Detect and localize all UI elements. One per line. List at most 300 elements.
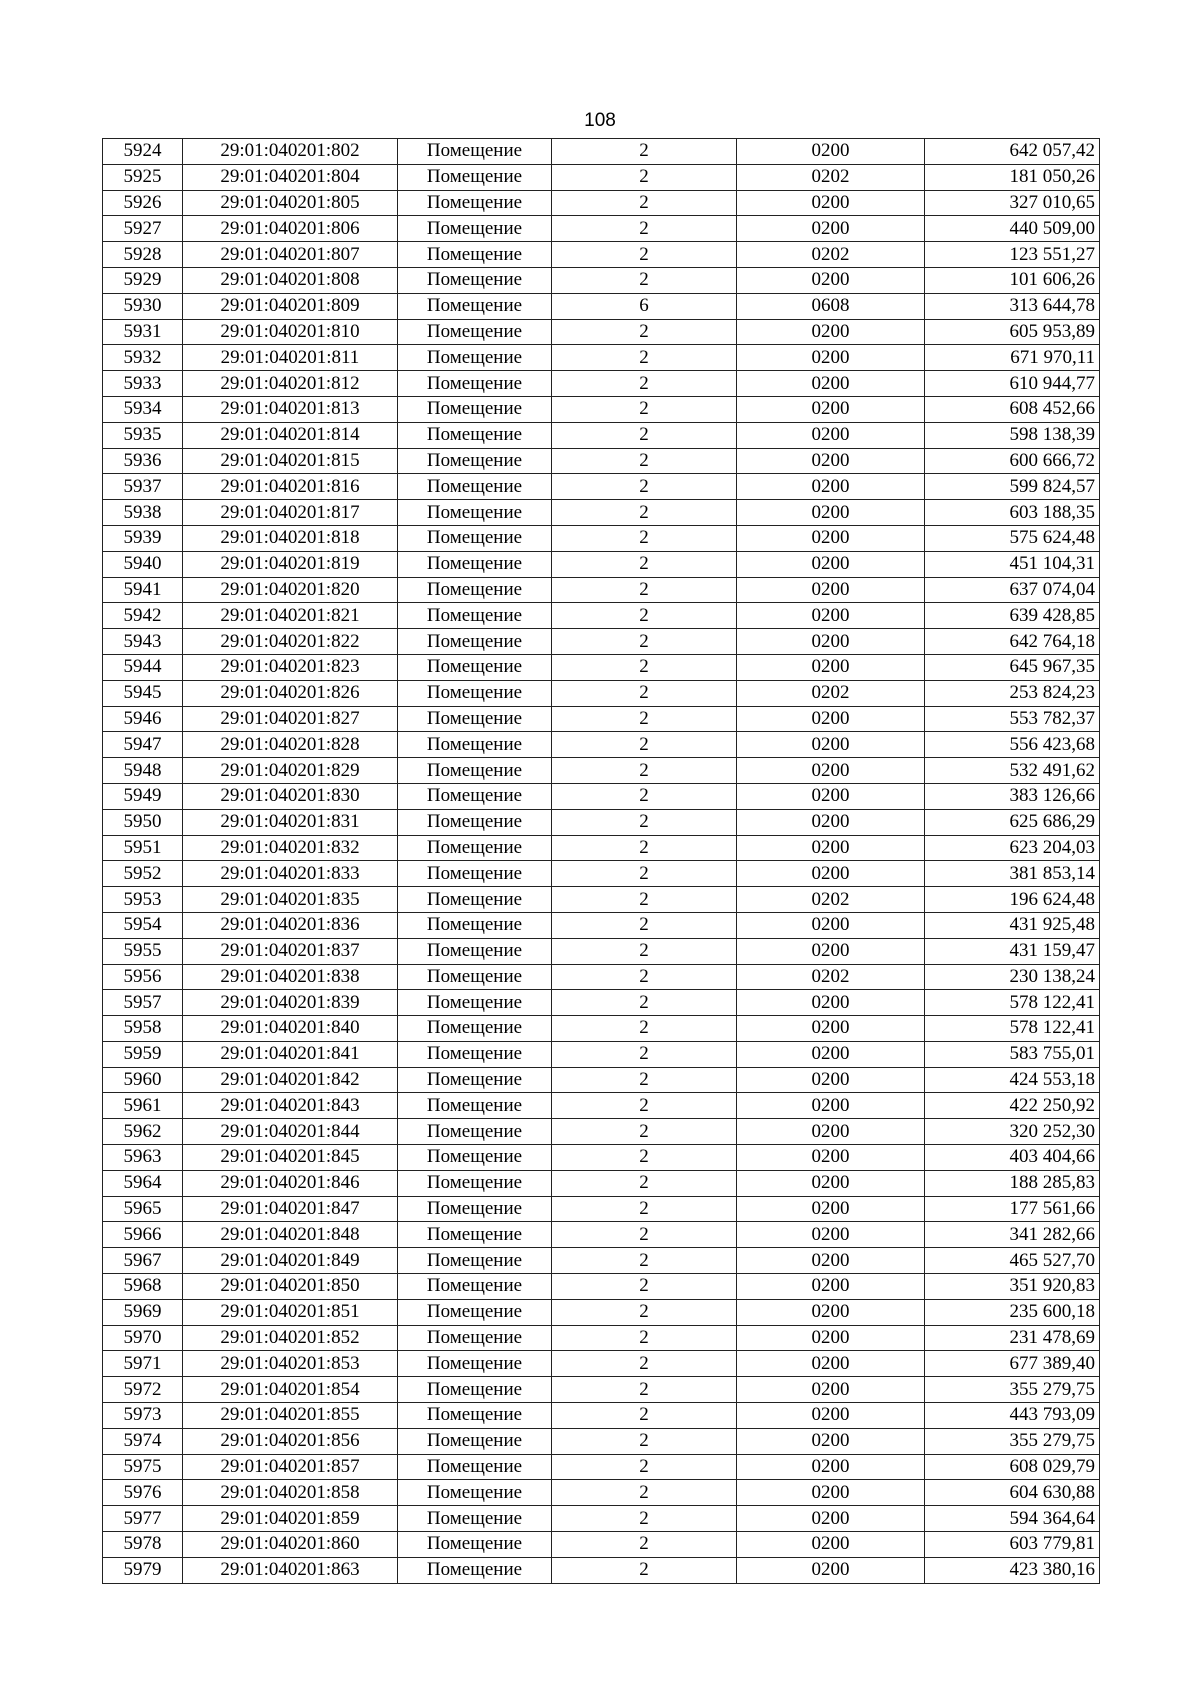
row-number-cell: 5946 [103, 706, 183, 732]
cadastral-value-cell: 610 944,77 [925, 371, 1100, 397]
code-cell: 0200 [737, 1248, 925, 1274]
row-number-cell: 5964 [103, 1170, 183, 1196]
code-cell: 0200 [737, 1454, 925, 1480]
table-row [103, 448, 1100, 474]
cadastral-number-cell: 29:01:040201:806 [183, 216, 398, 242]
row-number-cell: 5953 [103, 887, 183, 913]
group-cell: 6 [552, 293, 737, 319]
cadastral-value-cell: 553 782,37 [925, 706, 1100, 732]
cadastral-number-cell: 29:01:040201:853 [183, 1351, 398, 1377]
code-cell: 0202 [737, 242, 925, 268]
object-type-cell: Помещение [398, 1119, 552, 1145]
cadastral-value-cell: 383 126,66 [925, 783, 1100, 809]
group-cell: 2 [552, 629, 737, 655]
cadastral-number-cell: 29:01:040201:841 [183, 1041, 398, 1067]
row-number-cell: 5962 [103, 1119, 183, 1145]
table-row [103, 551, 1100, 577]
table-row [103, 809, 1100, 835]
object-type-cell: Помещение [398, 1428, 552, 1454]
row-number-cell: 5929 [103, 267, 183, 293]
object-type-cell: Помещение [398, 371, 552, 397]
cadastral-number-cell: 29:01:040201:854 [183, 1377, 398, 1403]
cadastral-value-cell: 443 793,09 [925, 1403, 1100, 1429]
table-row [103, 1325, 1100, 1351]
code-cell: 0200 [737, 706, 925, 732]
cadastral-value-cell: 603 779,81 [925, 1532, 1100, 1558]
cadastral-value-cell: 578 122,41 [925, 1016, 1100, 1042]
row-number-cell: 5934 [103, 396, 183, 422]
cadastral-number-cell: 29:01:040201:846 [183, 1170, 398, 1196]
code-cell: 0200 [737, 1557, 925, 1583]
table-row [103, 319, 1100, 345]
table-row [103, 1145, 1100, 1171]
object-type-cell: Помещение [398, 1557, 552, 1583]
group-cell: 2 [552, 371, 737, 397]
cadastral-number-cell: 29:01:040201:851 [183, 1299, 398, 1325]
group-cell: 2 [552, 577, 737, 603]
cadastral-number-cell: 29:01:040201:838 [183, 964, 398, 990]
group-cell: 2 [552, 242, 737, 268]
cadastral-number-cell: 29:01:040201:859 [183, 1506, 398, 1532]
code-cell: 0200 [737, 216, 925, 242]
group-cell: 2 [552, 887, 737, 913]
cadastral-number-cell: 29:01:040201:831 [183, 809, 398, 835]
code-cell: 0200 [737, 1222, 925, 1248]
object-type-cell: Помещение [398, 1041, 552, 1067]
code-cell: 0200 [737, 809, 925, 835]
cadastral-number-cell: 29:01:040201:833 [183, 861, 398, 887]
row-number-cell: 5942 [103, 603, 183, 629]
object-type-cell: Помещение [398, 732, 552, 758]
group-cell: 2 [552, 1274, 737, 1300]
cadastral-number-cell: 29:01:040201:855 [183, 1403, 398, 1429]
row-number-cell: 5959 [103, 1041, 183, 1067]
group-cell: 2 [552, 680, 737, 706]
cadastral-value-cell: 532 491,62 [925, 758, 1100, 784]
cadastral-value-cell: 599 824,57 [925, 474, 1100, 500]
group-cell: 2 [552, 758, 737, 784]
code-cell: 0200 [737, 783, 925, 809]
table-row [103, 1016, 1100, 1042]
cadastral-value-cell: 327 010,65 [925, 190, 1100, 216]
cadastral-number-cell: 29:01:040201:843 [183, 1093, 398, 1119]
row-number-cell: 5925 [103, 164, 183, 190]
table-row [103, 500, 1100, 526]
row-number-cell: 5978 [103, 1532, 183, 1558]
table-row [103, 164, 1100, 190]
cadastral-value-cell: 230 138,24 [925, 964, 1100, 990]
object-type-cell: Помещение [398, 319, 552, 345]
cadastral-value-cell: 603 188,35 [925, 500, 1100, 526]
row-number-cell: 5968 [103, 1274, 183, 1300]
cadastral-value-cell: 623 204,03 [925, 835, 1100, 861]
group-cell: 2 [552, 938, 737, 964]
cadastral-number-cell: 29:01:040201:845 [183, 1145, 398, 1171]
object-type-cell: Помещение [398, 1403, 552, 1429]
table-row [103, 242, 1100, 268]
code-cell: 0200 [737, 990, 925, 1016]
cadastral-number-cell: 29:01:040201:852 [183, 1325, 398, 1351]
cadastral-number-cell: 29:01:040201:820 [183, 577, 398, 603]
group-cell: 2 [552, 1067, 737, 1093]
cadastral-value-cell: 451 104,31 [925, 551, 1100, 577]
cadastral-value-cell: 575 624,48 [925, 525, 1100, 551]
table-row [103, 1506, 1100, 1532]
object-type-cell: Помещение [398, 293, 552, 319]
row-number-cell: 5954 [103, 912, 183, 938]
cadastral-value-cell: 123 551,27 [925, 242, 1100, 268]
object-type-cell: Помещение [398, 1093, 552, 1119]
group-cell: 2 [552, 912, 737, 938]
code-cell: 0200 [737, 1506, 925, 1532]
group-cell: 2 [552, 1557, 737, 1583]
code-cell: 0200 [737, 912, 925, 938]
cadastral-value-cell: 639 428,85 [925, 603, 1100, 629]
cadastral-number-cell: 29:01:040201:848 [183, 1222, 398, 1248]
cadastral-value-cell: 625 686,29 [925, 809, 1100, 835]
row-number-cell: 5955 [103, 938, 183, 964]
object-type-cell: Помещение [398, 1067, 552, 1093]
code-cell: 0200 [737, 422, 925, 448]
table-row [103, 1351, 1100, 1377]
row-number-cell: 5945 [103, 680, 183, 706]
row-number-cell: 5971 [103, 1351, 183, 1377]
cadastral-value-cell: 583 755,01 [925, 1041, 1100, 1067]
code-cell: 0200 [737, 448, 925, 474]
row-number-cell: 5960 [103, 1067, 183, 1093]
code-cell: 0202 [737, 164, 925, 190]
table-row [103, 577, 1100, 603]
object-type-cell: Помещение [398, 1325, 552, 1351]
group-cell: 2 [552, 1454, 737, 1480]
row-number-cell: 5930 [103, 293, 183, 319]
object-type-cell: Помещение [398, 345, 552, 371]
object-type-cell: Помещение [398, 1170, 552, 1196]
page-number: 108 [584, 110, 616, 131]
code-cell: 0200 [737, 1428, 925, 1454]
row-number-cell: 5939 [103, 525, 183, 551]
group-cell: 2 [552, 1119, 737, 1145]
object-type-cell: Помещение [398, 1222, 552, 1248]
group-cell: 2 [552, 396, 737, 422]
row-number-cell: 5935 [103, 422, 183, 448]
object-type-cell: Помещение [398, 758, 552, 784]
row-number-cell: 5970 [103, 1325, 183, 1351]
table-row [103, 887, 1100, 913]
cadastral-value-cell: 177 561,66 [925, 1196, 1100, 1222]
row-number-cell: 5957 [103, 990, 183, 1016]
row-number-cell: 5927 [103, 216, 183, 242]
row-number-cell: 5937 [103, 474, 183, 500]
group-cell: 2 [552, 345, 737, 371]
table-row [103, 680, 1100, 706]
cadastral-number-cell: 29:01:040201:858 [183, 1480, 398, 1506]
code-cell: 0200 [737, 1325, 925, 1351]
cadastral-number-cell: 29:01:040201:822 [183, 629, 398, 655]
cadastral-value-cell: 605 953,89 [925, 319, 1100, 345]
code-cell: 0202 [737, 964, 925, 990]
row-number-cell: 5966 [103, 1222, 183, 1248]
cadastral-value-cell: 608 452,66 [925, 396, 1100, 422]
cadastral-value-cell: 594 364,64 [925, 1506, 1100, 1532]
group-cell: 2 [552, 525, 737, 551]
table-row [103, 1274, 1100, 1300]
table-row [103, 525, 1100, 551]
group-cell: 2 [552, 422, 737, 448]
object-type-cell: Помещение [398, 1454, 552, 1480]
row-number-cell: 5974 [103, 1428, 183, 1454]
row-number-cell: 5926 [103, 190, 183, 216]
group-cell: 2 [552, 1377, 737, 1403]
cadastral-value-cell: 351 920,83 [925, 1274, 1100, 1300]
cadastral-number-cell: 29:01:040201:819 [183, 551, 398, 577]
cadastral-number-cell: 29:01:040201:830 [183, 783, 398, 809]
object-type-cell: Помещение [398, 629, 552, 655]
cadastral-value-cell: 431 159,47 [925, 938, 1100, 964]
table-row [103, 1532, 1100, 1558]
code-cell: 0200 [737, 577, 925, 603]
cadastral-number-cell: 29:01:040201:823 [183, 654, 398, 680]
cadastral-value-cell: 642 057,42 [925, 139, 1100, 165]
cadastral-number-cell: 29:01:040201:842 [183, 1067, 398, 1093]
table-row [103, 835, 1100, 861]
group-cell: 2 [552, 448, 737, 474]
table-row [103, 139, 1100, 165]
object-type-cell: Помещение [398, 603, 552, 629]
cadastral-number-cell: 29:01:040201:857 [183, 1454, 398, 1480]
row-number-cell: 5977 [103, 1506, 183, 1532]
table-row [103, 216, 1100, 242]
cadastral-value-cell: 600 666,72 [925, 448, 1100, 474]
row-number-cell: 5951 [103, 835, 183, 861]
cadastral-value-cell: 556 423,68 [925, 732, 1100, 758]
row-number-cell: 5932 [103, 345, 183, 371]
cadastral-number-cell: 29:01:040201:804 [183, 164, 398, 190]
cadastral-number-cell: 29:01:040201:827 [183, 706, 398, 732]
row-number-cell: 5944 [103, 654, 183, 680]
group-cell: 2 [552, 783, 737, 809]
group-cell: 2 [552, 1093, 737, 1119]
cadastral-number-cell: 29:01:040201:811 [183, 345, 398, 371]
object-type-cell: Помещение [398, 1480, 552, 1506]
object-type-cell: Помещение [398, 1196, 552, 1222]
row-number-cell: 5931 [103, 319, 183, 345]
code-cell: 0200 [737, 1145, 925, 1171]
table-row [103, 912, 1100, 938]
cadastral-value-cell: 431 925,48 [925, 912, 1100, 938]
object-type-cell: Помещение [398, 422, 552, 448]
object-type-cell: Помещение [398, 242, 552, 268]
table-row [103, 861, 1100, 887]
cadastral-number-cell: 29:01:040201:835 [183, 887, 398, 913]
row-number-cell: 5965 [103, 1196, 183, 1222]
cadastral-value-cell: 320 252,30 [925, 1119, 1100, 1145]
table-row [103, 783, 1100, 809]
row-number-cell: 5947 [103, 732, 183, 758]
group-cell: 2 [552, 1403, 737, 1429]
group-cell: 2 [552, 1428, 737, 1454]
row-number-cell: 5963 [103, 1145, 183, 1171]
table-row [103, 758, 1100, 784]
object-type-cell: Помещение [398, 1377, 552, 1403]
group-cell: 2 [552, 190, 737, 216]
table-row [103, 1454, 1100, 1480]
group-cell: 2 [552, 1170, 737, 1196]
row-number-cell: 5949 [103, 783, 183, 809]
group-cell: 2 [552, 654, 737, 680]
row-number-cell: 5969 [103, 1299, 183, 1325]
code-cell: 0200 [737, 1403, 925, 1429]
table-row [103, 1480, 1100, 1506]
group-cell: 2 [552, 861, 737, 887]
cadastral-value-cell: 196 624,48 [925, 887, 1100, 913]
cadastral-number-cell: 29:01:040201:836 [183, 912, 398, 938]
row-number-cell: 5938 [103, 500, 183, 526]
object-type-cell: Помещение [398, 654, 552, 680]
object-type-cell: Помещение [398, 551, 552, 577]
row-number-cell: 5958 [103, 1016, 183, 1042]
cadastral-number-cell: 29:01:040201:856 [183, 1428, 398, 1454]
cadastral-value-cell: 341 282,66 [925, 1222, 1100, 1248]
cadastral-number-cell: 29:01:040201:829 [183, 758, 398, 784]
table-row [103, 190, 1100, 216]
cadastral-number-cell: 29:01:040201:810 [183, 319, 398, 345]
group-cell: 2 [552, 551, 737, 577]
object-type-cell: Помещение [398, 1351, 552, 1377]
code-cell: 0200 [737, 1377, 925, 1403]
cadastral-number-cell: 29:01:040201:814 [183, 422, 398, 448]
code-cell: 0200 [737, 371, 925, 397]
table-row [103, 938, 1100, 964]
cadastral-value-cell: 231 478,69 [925, 1325, 1100, 1351]
code-cell: 0200 [737, 1274, 925, 1300]
cadastral-number-cell: 29:01:040201:826 [183, 680, 398, 706]
group-cell: 2 [552, 1480, 737, 1506]
code-cell: 0608 [737, 293, 925, 319]
table-row [103, 1222, 1100, 1248]
object-type-cell: Помещение [398, 809, 552, 835]
code-cell: 0200 [737, 319, 925, 345]
group-cell: 2 [552, 732, 737, 758]
object-type-cell: Помещение [398, 164, 552, 190]
table-row [103, 1196, 1100, 1222]
code-cell: 0200 [737, 1299, 925, 1325]
code-cell: 0202 [737, 680, 925, 706]
code-cell: 0200 [737, 190, 925, 216]
object-type-cell: Помещение [398, 861, 552, 887]
code-cell: 0200 [737, 551, 925, 577]
table-row [103, 1428, 1100, 1454]
group-cell: 2 [552, 474, 737, 500]
object-type-cell: Помещение [398, 887, 552, 913]
object-type-cell: Помещение [398, 216, 552, 242]
row-number-cell: 5943 [103, 629, 183, 655]
group-cell: 2 [552, 706, 737, 732]
row-number-cell: 5948 [103, 758, 183, 784]
cadastral-value-cell: 355 279,75 [925, 1377, 1100, 1403]
table-row [103, 1403, 1100, 1429]
table-row [103, 732, 1100, 758]
object-type-cell: Помещение [398, 990, 552, 1016]
group-cell: 2 [552, 835, 737, 861]
object-type-cell: Помещение [398, 912, 552, 938]
object-type-cell: Помещение [398, 1299, 552, 1325]
cadastral-value-cell: 253 824,23 [925, 680, 1100, 706]
table-row [103, 964, 1100, 990]
row-number-cell: 5924 [103, 139, 183, 165]
code-cell: 0200 [737, 938, 925, 964]
cadastral-number-cell: 29:01:040201:828 [183, 732, 398, 758]
row-number-cell: 5936 [103, 448, 183, 474]
group-cell: 2 [552, 1325, 737, 1351]
cadastral-number-cell: 29:01:040201:816 [183, 474, 398, 500]
table-row [103, 706, 1100, 732]
code-cell: 0200 [737, 1170, 925, 1196]
cadastral-number-cell: 29:01:040201:839 [183, 990, 398, 1016]
cadastral-value-cell: 440 509,00 [925, 216, 1100, 242]
object-type-cell: Помещение [398, 1274, 552, 1300]
object-type-cell: Помещение [398, 1016, 552, 1042]
cadastral-number-cell: 29:01:040201:832 [183, 835, 398, 861]
cadastral-number-cell: 29:01:040201:808 [183, 267, 398, 293]
code-cell: 0200 [737, 1041, 925, 1067]
code-cell: 0200 [737, 1532, 925, 1558]
cadastral-number-cell: 29:01:040201:849 [183, 1248, 398, 1274]
table-row [103, 1299, 1100, 1325]
group-cell: 2 [552, 964, 737, 990]
code-cell: 0200 [737, 474, 925, 500]
table-row [103, 267, 1100, 293]
cadastral-number-cell: 29:01:040201:837 [183, 938, 398, 964]
cadastral-value-cell: 313 644,78 [925, 293, 1100, 319]
group-cell: 2 [552, 603, 737, 629]
group-cell: 2 [552, 1351, 737, 1377]
object-type-cell: Помещение [398, 1506, 552, 1532]
group-cell: 2 [552, 1145, 737, 1171]
object-type-cell: Помещение [398, 783, 552, 809]
group-cell: 2 [552, 1196, 737, 1222]
row-number-cell: 5979 [103, 1557, 183, 1583]
code-cell: 0202 [737, 887, 925, 913]
cadastral-value-cell: 355 279,75 [925, 1428, 1100, 1454]
row-number-cell: 5972 [103, 1377, 183, 1403]
cadastral-number-cell: 29:01:040201:860 [183, 1532, 398, 1558]
group-cell: 2 [552, 216, 737, 242]
table-row [103, 1377, 1100, 1403]
cadastral-value-cell: 604 630,88 [925, 1480, 1100, 1506]
table-row [103, 654, 1100, 680]
table-row [103, 990, 1100, 1016]
cadastral-value-cell: 424 553,18 [925, 1067, 1100, 1093]
table-row [103, 1119, 1100, 1145]
table-row [103, 603, 1100, 629]
cadastral-number-cell: 29:01:040201:844 [183, 1119, 398, 1145]
cadastral-number-cell: 29:01:040201:813 [183, 396, 398, 422]
cadastral-value-cell: 235 600,18 [925, 1299, 1100, 1325]
object-type-cell: Помещение [398, 448, 552, 474]
row-number-cell: 5956 [103, 964, 183, 990]
code-cell: 0200 [737, 525, 925, 551]
cadastral-number-cell: 29:01:040201:807 [183, 242, 398, 268]
group-cell: 2 [552, 319, 737, 345]
object-type-cell: Помещение [398, 139, 552, 165]
group-cell: 2 [552, 267, 737, 293]
code-cell: 0200 [737, 603, 925, 629]
code-cell: 0200 [737, 345, 925, 371]
cadastral-value-cell: 422 250,92 [925, 1093, 1100, 1119]
table-row [103, 345, 1100, 371]
registry-table-body [103, 139, 1100, 1584]
